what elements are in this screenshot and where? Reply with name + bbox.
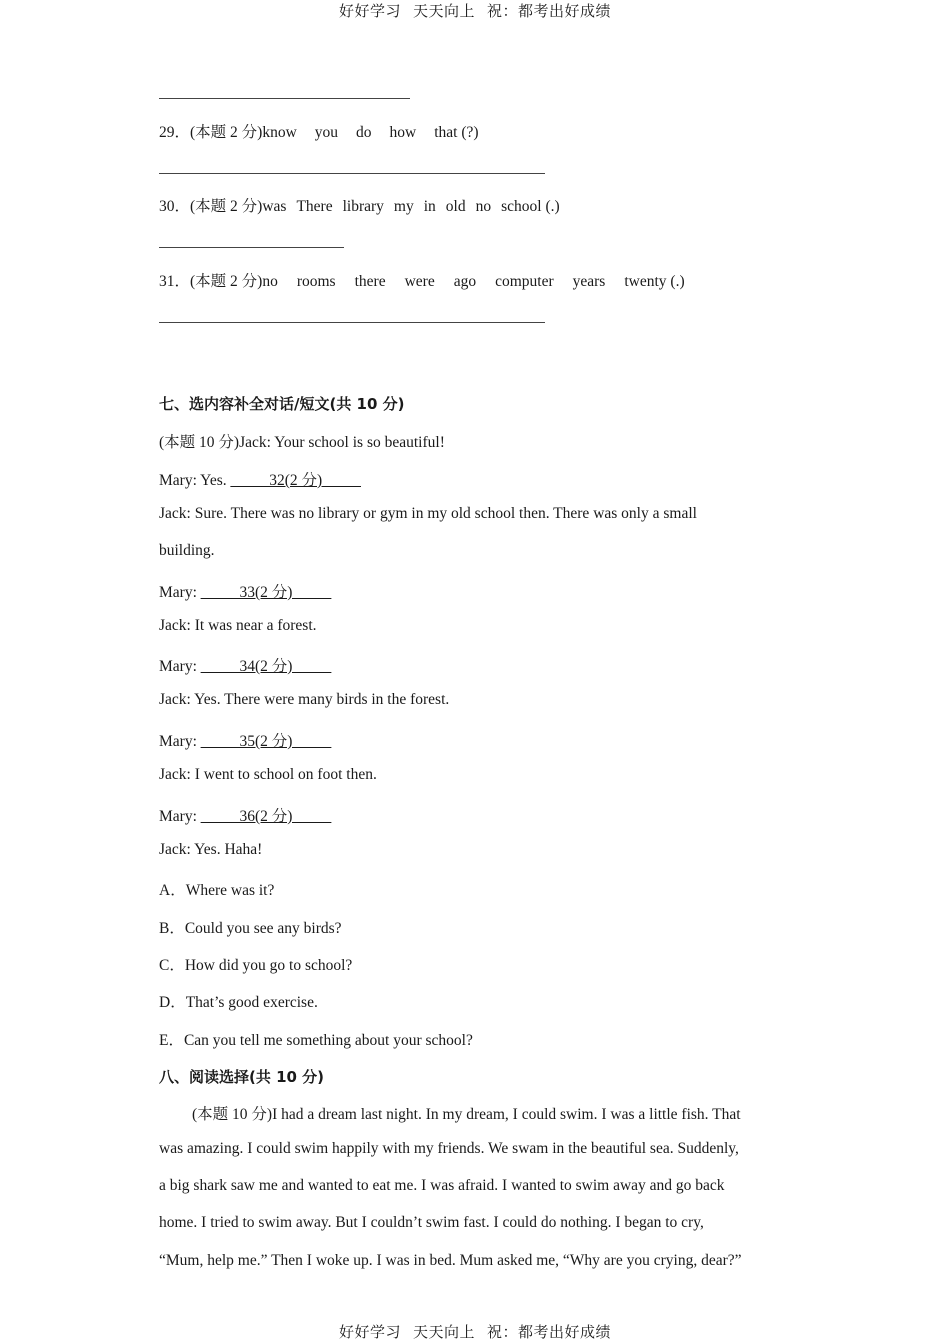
section-7-title: 七、选内容补全对话/短文(共 10 分)	[159, 395, 405, 413]
footer-motto-3: 祝：都考出好成绩	[487, 1323, 612, 1341]
question-30-word: my	[393, 198, 414, 215]
reading-paragraph-line: “Mum, help me.” Then I woke up. I was in bed. Mum asked me, “Why are you crying, dear?”	[159, 1252, 742, 1269]
question-31	[159, 269, 685, 291]
question-31-number: 31．	[159, 273, 191, 290]
question-30-word: was	[262, 198, 287, 215]
dialogue-speaker: Mary:	[159, 808, 201, 825]
dialogue-blank-33[interactable]: _____33(2 分)_____	[200, 584, 332, 601]
footer-motto-1: 好好学习	[338, 1323, 401, 1341]
dialogue-line	[159, 729, 331, 751]
question-29-word: know	[262, 124, 297, 141]
dialogue-line: Jack: I went to school on foot then.	[159, 766, 377, 783]
dialogue-intro: (本题 10 分)Jack: Your school is so beautiful!	[159, 434, 445, 451]
question-30-word: in	[423, 198, 436, 215]
option-b: B．Could you see any birds?	[159, 920, 342, 937]
option-c: C．How did you go to school?	[159, 957, 353, 974]
question-29-word: do	[356, 124, 372, 141]
question-30-score: (本题 2 分)	[190, 198, 263, 215]
header-motto-3: 祝：都考出好成绩	[487, 2, 612, 20]
question-31-word: computer	[495, 273, 554, 290]
question-29-word: how	[389, 124, 417, 141]
reading-paragraph-line: home. I tried to swim away. But I couldn’t swim fast. I could do nothing. I began to cry,	[159, 1214, 704, 1231]
dialogue-speaker: Mary: Yes.	[159, 472, 231, 489]
dialogue-speaker: Mary:	[159, 584, 201, 601]
question-30-word: school (.)	[501, 198, 560, 215]
dialogue-blank-32[interactable]: _____32(2 分)_____	[230, 472, 361, 489]
question-30-word: no	[475, 198, 492, 215]
question-29-score: (本题 2 分)	[190, 124, 263, 141]
question-31-word: ago	[453, 273, 477, 290]
section-8-title: 八、阅读选择(共 10 分)	[159, 1068, 325, 1086]
page-header	[0, 0, 950, 21]
question-31-word: there	[354, 273, 386, 290]
dialogue-line	[159, 580, 331, 602]
answer-line-31	[159, 322, 545, 323]
dialogue-line: Jack: Sure. There was no library or gym in my old school then. There was only a small	[159, 505, 697, 522]
question-30	[159, 194, 560, 216]
question-30-word: There	[296, 198, 333, 215]
question-29-word: you	[314, 124, 339, 141]
question-30-word: old	[445, 198, 466, 215]
dialogue-line	[159, 468, 361, 490]
question-31-score: (本题 2 分)	[190, 273, 263, 290]
answer-line-29	[159, 173, 545, 174]
dialogue-blank-36[interactable]: _____36(2 分)_____	[200, 808, 332, 825]
dialogue-blank-35[interactable]: _____35(2 分)_____	[200, 733, 332, 750]
question-29-word: that (?)	[434, 124, 479, 141]
question-30-word: library	[342, 198, 384, 215]
header-motto-1: 好好学习	[338, 2, 401, 20]
reading-paragraph-line: a big shark saw me and wanted to eat me. I was afraid. I wanted to swim away and go back	[159, 1177, 725, 1194]
question-29-number: 29．	[159, 124, 191, 141]
question-31-word: no	[262, 273, 278, 290]
question-31-word: years	[572, 273, 606, 290]
question-31-word: twenty (.)	[624, 273, 685, 290]
dialogue-line: building.	[159, 542, 215, 559]
question-30-number: 30．	[159, 198, 191, 215]
option-d: D．That’s good exercise.	[159, 994, 318, 1011]
reading-paragraph-line: (本题 10 分)I had a dream last night. In my dream, I could swim. I was a little fish. That	[192, 1106, 741, 1123]
option-a: A．Where was it?	[159, 882, 275, 899]
answer-line-30	[159, 247, 344, 248]
answer-line-28	[159, 98, 410, 99]
dialogue-speaker: Mary:	[159, 658, 201, 675]
dialogue-line: Jack: It was near a forest.	[159, 617, 317, 634]
question-31-word: were	[404, 273, 435, 290]
dialogue-blank-34[interactable]: _____34(2 分)_____	[200, 658, 332, 675]
dialogue-line: Jack: Yes. There were many birds in the forest.	[159, 691, 450, 708]
question-31-word: rooms	[296, 273, 336, 290]
reading-paragraph-line: was amazing. I could swim happily with my friends. We swam in the beautiful sea. Suddenly,	[159, 1140, 739, 1157]
page-footer	[0, 1321, 950, 1342]
question-29	[159, 120, 479, 142]
dialogue-line	[159, 654, 331, 676]
option-e: E．Can you tell me something about your school?	[159, 1032, 473, 1049]
dialogue-line	[159, 804, 331, 826]
footer-motto-2: 天天向上	[412, 1323, 475, 1341]
header-motto-2: 天天向上	[412, 2, 475, 20]
dialogue-speaker: Mary:	[159, 733, 201, 750]
dialogue-line: Jack: Yes. Haha!	[159, 841, 263, 858]
